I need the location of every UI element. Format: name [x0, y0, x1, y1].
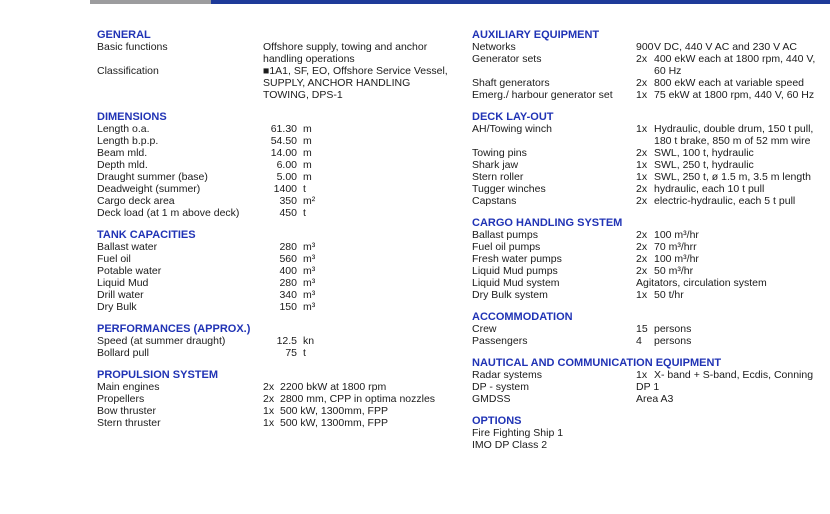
spec-label: Radar systems	[472, 369, 543, 381]
spec-label: Draught summer (base)	[97, 171, 208, 183]
spec-row	[472, 369, 830, 381]
spec-quantity: 1x	[636, 159, 648, 171]
spec-label: Bow thruster	[97, 405, 156, 417]
spec-number: 350	[279, 195, 297, 207]
spec-number: 6.00	[276, 159, 297, 171]
section-options	[472, 415, 830, 451]
spec-unit: m³	[303, 277, 316, 289]
section-performances-approx	[97, 323, 472, 359]
spec-quantity: 15	[636, 323, 648, 335]
spec-label: Speed (at summer draught)	[97, 335, 226, 347]
spec-row	[97, 159, 472, 171]
spec-unit: t	[303, 207, 306, 219]
spec-number: 150	[279, 301, 297, 313]
spec-unit: m³	[303, 289, 316, 301]
spec-number: 54.50	[270, 135, 297, 147]
spec-row	[472, 159, 830, 171]
spec-label: Stern thruster	[97, 417, 161, 429]
section-accommodation	[472, 311, 830, 347]
spec-row	[472, 241, 830, 253]
spec-quantity: 1x	[636, 89, 648, 101]
spec-label: Deck load (at 1 m above deck)	[97, 207, 240, 219]
section-heading: PERFORMANCES (APPROX.)	[97, 323, 251, 335]
spec-row	[472, 393, 830, 405]
spec-label: DP - system	[472, 381, 529, 393]
spec-unit: m	[303, 123, 312, 135]
spec-row	[97, 147, 472, 159]
spec-label: Fresh water pumps	[472, 253, 562, 265]
spec-number: 560	[279, 253, 297, 265]
spec-label: Shark jaw	[472, 159, 519, 171]
spec-label: Ballast pumps	[472, 229, 538, 241]
spec-unit: m	[303, 135, 312, 147]
spec-value: Hydraulic, double drum, 150 t pull, 180 t brake, 850 m of 52 mm wire	[654, 123, 814, 147]
spec-row	[97, 405, 472, 417]
spec-unit: m³	[303, 265, 316, 277]
spec-row	[472, 253, 830, 265]
spec-label: Depth mld.	[97, 159, 148, 171]
spec-quantity: 2x	[636, 77, 648, 89]
spec-unit: m³	[303, 241, 316, 253]
spec-number: 280	[279, 241, 297, 253]
spec-quantity: 900	[636, 41, 654, 53]
spec-row	[97, 41, 472, 65]
spec-label: Shaft generators	[472, 77, 550, 89]
spec-value: Agitators, circulation system	[636, 277, 767, 289]
section-heading: NAUTICAL AND COMMUNICATION EQUIPMENT	[472, 357, 722, 369]
spec-row	[97, 393, 472, 405]
spec-row	[472, 323, 830, 335]
spec-number: 75	[285, 347, 297, 359]
spec-quantity: 2x	[636, 241, 648, 253]
spec-label: Length o.a.	[97, 123, 150, 135]
spec-number: 14.00	[270, 147, 297, 159]
spec-row	[472, 229, 830, 241]
spec-label: Tugger winches	[472, 183, 546, 195]
spec-quantity: 2x	[636, 147, 648, 159]
spec-quantity: 4	[636, 335, 642, 347]
spec-number: 61.30	[270, 123, 297, 135]
spec-row	[97, 289, 472, 301]
spec-value: 2200 bkW at 1800 rpm	[280, 381, 387, 393]
section-heading: ACCOMMODATION	[472, 311, 573, 323]
spec-row	[472, 289, 830, 301]
spec-label: Propellers	[97, 393, 145, 405]
spec-quantity: 1x	[636, 171, 648, 183]
spec-row	[97, 347, 472, 359]
spec-unit: m³	[303, 253, 316, 265]
spec-value: SWL, 100 t, hydraulic	[654, 147, 754, 159]
spec-number: 12.5	[276, 335, 297, 347]
spec-quantity: 1x	[263, 405, 275, 417]
spec-row	[97, 381, 472, 393]
spec-value: persons	[654, 323, 692, 335]
spec-label: Bollard pull	[97, 347, 149, 359]
spec-value: SWL, 250 t, hydraulic	[654, 159, 754, 171]
spec-quantity: 2x	[636, 265, 648, 277]
spec-row	[472, 265, 830, 277]
spec-quantity: 1x	[636, 289, 648, 301]
spec-label: Networks	[472, 41, 516, 53]
spec-unit: m	[303, 159, 312, 171]
spec-row	[97, 171, 472, 183]
spec-number: 340	[279, 289, 297, 301]
spec-row	[97, 183, 472, 195]
spec-label: Basic functions	[97, 41, 168, 53]
spec-label: Dry Bulk system	[472, 289, 548, 301]
spec-quantity: 2x	[636, 253, 648, 265]
spec-value: electric-hydraulic, each 5 t pull	[654, 195, 796, 207]
section-heading: DECK LAY-OUT	[472, 111, 554, 123]
spec-number: 450	[279, 207, 297, 219]
spec-number: 400	[279, 265, 297, 277]
spec-row	[472, 335, 830, 347]
spec-label: Classification	[97, 65, 159, 77]
spec-value: 75 ekW at 1800 rpm, 440 V, 60 Hz	[654, 89, 815, 101]
spec-label: Dry Bulk	[97, 301, 137, 313]
spec-value: hydraulic, each 10 t pull	[654, 183, 765, 195]
spec-unit: t	[303, 347, 306, 359]
spec-label: Fuel oil pumps	[472, 241, 541, 253]
spec-label: Cargo deck area	[97, 195, 175, 207]
spec-quantity: 2x	[636, 183, 648, 195]
spec-value: V DC, 440 V AC and 230 V AC	[654, 41, 798, 53]
spec-label: Capstans	[472, 195, 517, 207]
spec-value: 500 kW, 1300mm, FPP	[280, 417, 388, 429]
spec-value: persons	[654, 335, 692, 347]
spec-unit: m	[303, 147, 312, 159]
accent-bar-blue-segment	[211, 0, 830, 4]
spec-value: SWL, 250 t, ø 1.5 m, 3.5 m length	[654, 171, 811, 183]
spec-row	[472, 89, 830, 101]
spec-row	[97, 207, 472, 219]
spec-quantity: 2x	[636, 229, 648, 241]
spec-label: Stern roller	[472, 171, 524, 183]
spec-value: 500 kW, 1300mm, FPP	[280, 405, 388, 417]
spec-unit: m²	[303, 195, 316, 207]
section-cargo-handling-system	[472, 217, 830, 301]
spec-row	[472, 77, 830, 89]
spec-value: 400 ekW each at 1800 rpm, 440 V, 60 Hz	[654, 53, 816, 77]
section-auxiliary-equipment	[472, 29, 830, 101]
spec-label: Beam mld.	[97, 147, 148, 159]
spec-row	[472, 123, 830, 147]
spec-value: 50 t/hr	[654, 289, 684, 301]
spec-row	[472, 381, 830, 393]
spec-quantity: 2x	[263, 381, 275, 393]
section-heading: CARGO HANDLING SYSTEM	[472, 217, 623, 229]
spec-row	[472, 41, 830, 53]
spec-row	[97, 253, 472, 265]
spec-label: Deadweight (summer)	[97, 183, 201, 195]
spec-label: Length b.p.p.	[97, 135, 159, 147]
section-tank-capacities	[97, 229, 472, 313]
spec-row	[97, 265, 472, 277]
spec-value: 70 m³/hrr	[654, 241, 697, 253]
left-column	[97, 29, 472, 451]
accent-bar-gray-segment	[90, 0, 211, 4]
spec-row	[472, 195, 830, 207]
spec-value: X- band + S-band, Ecdis, Conning	[654, 369, 814, 381]
section-heading: PROPULSION SYSTEM	[97, 369, 219, 381]
spec-quantity: 2x	[636, 53, 648, 65]
spec-row	[97, 301, 472, 313]
spec-row	[472, 183, 830, 195]
spec-label: Crew	[472, 323, 497, 335]
spec-value: 2800 mm, CPP in optima nozzles	[280, 393, 436, 405]
spec-row	[97, 65, 472, 101]
spec-label: Ballast water	[97, 241, 158, 253]
spec-label: Liquid Mud system	[472, 277, 560, 289]
spec-label: Potable water	[97, 265, 162, 277]
section-heading: AUXILIARY EQUIPMENT	[472, 29, 600, 41]
spec-row	[97, 417, 472, 429]
spec-value: DP 1	[636, 381, 660, 393]
section-deck-lay-out	[472, 111, 830, 207]
spec-row	[97, 335, 472, 347]
section-heading: TANK CAPACITIES	[97, 229, 196, 241]
section-heading: DIMENSIONS	[97, 111, 167, 123]
spec-row	[97, 195, 472, 207]
spec-value: 50 m³/hr	[654, 265, 694, 277]
spec-label: AH/Towing winch	[472, 123, 552, 135]
spec-row	[97, 277, 472, 289]
spec-unit: m³	[303, 301, 316, 313]
spec-label: GMDSS	[472, 393, 511, 405]
section-heading: GENERAL	[97, 29, 151, 41]
section-general	[97, 29, 472, 101]
spec-label: Fuel oil	[97, 253, 131, 265]
spec-value: 100 m³/hr	[654, 253, 699, 265]
spec-label: Generator sets	[472, 53, 542, 65]
right-column	[472, 29, 830, 451]
spec-label: Liquid Mud pumps	[472, 265, 558, 277]
spec-label: Fire Fighting Ship 1	[472, 427, 564, 439]
spec-unit: kn	[303, 335, 315, 347]
spec-value: Offshore supply, towing and anchor handling operations	[263, 41, 428, 65]
spec-row	[97, 123, 472, 135]
spec-label: Drill water	[97, 289, 144, 301]
spec-row	[472, 147, 830, 159]
spec-quantity: 1x	[636, 369, 648, 381]
spec-label: Emerg./ harbour generator set	[472, 89, 613, 101]
section-dimensions	[97, 111, 472, 219]
section-heading: OPTIONS	[472, 415, 522, 427]
spec-value: Area A3	[636, 393, 674, 405]
spec-label: Towing pins	[472, 147, 527, 159]
spec-number: 1400	[273, 183, 297, 195]
spec-row	[472, 277, 830, 289]
spec-value: 800 ekW each at variable speed	[654, 77, 805, 89]
spec-row	[472, 53, 830, 77]
spec-row	[97, 135, 472, 147]
spec-quantity: 1x	[263, 417, 275, 429]
spec-row	[97, 241, 472, 253]
section-propulsion-system	[97, 369, 472, 429]
spec-label: Main engines	[97, 381, 160, 393]
spec-label: Passengers	[472, 335, 528, 347]
spec-quantity: 1x	[636, 123, 648, 135]
spec-label: IMO DP Class 2	[472, 439, 548, 451]
spec-row	[472, 439, 830, 451]
spec-unit: m	[303, 171, 312, 183]
spec-quantity: 2x	[263, 393, 275, 405]
top-accent-bar	[0, 0, 830, 4]
spec-unit: t	[303, 183, 306, 195]
spec-quantity: 2x	[636, 195, 648, 207]
spec-value: ■1A1, SF, EO, Offshore Service Vessel, SUPPLY, ANCHOR HANDLING TOWING, DPS-1	[263, 65, 448, 101]
spec-row	[472, 171, 830, 183]
spec-number: 280	[279, 277, 297, 289]
spec-number: 5.00	[276, 171, 297, 183]
spec-label: Liquid Mud	[97, 277, 149, 289]
spec-value: 100 m³/hr	[654, 229, 699, 241]
section-nautical-and-communication-equipment	[472, 357, 830, 405]
spec-row	[472, 427, 830, 439]
